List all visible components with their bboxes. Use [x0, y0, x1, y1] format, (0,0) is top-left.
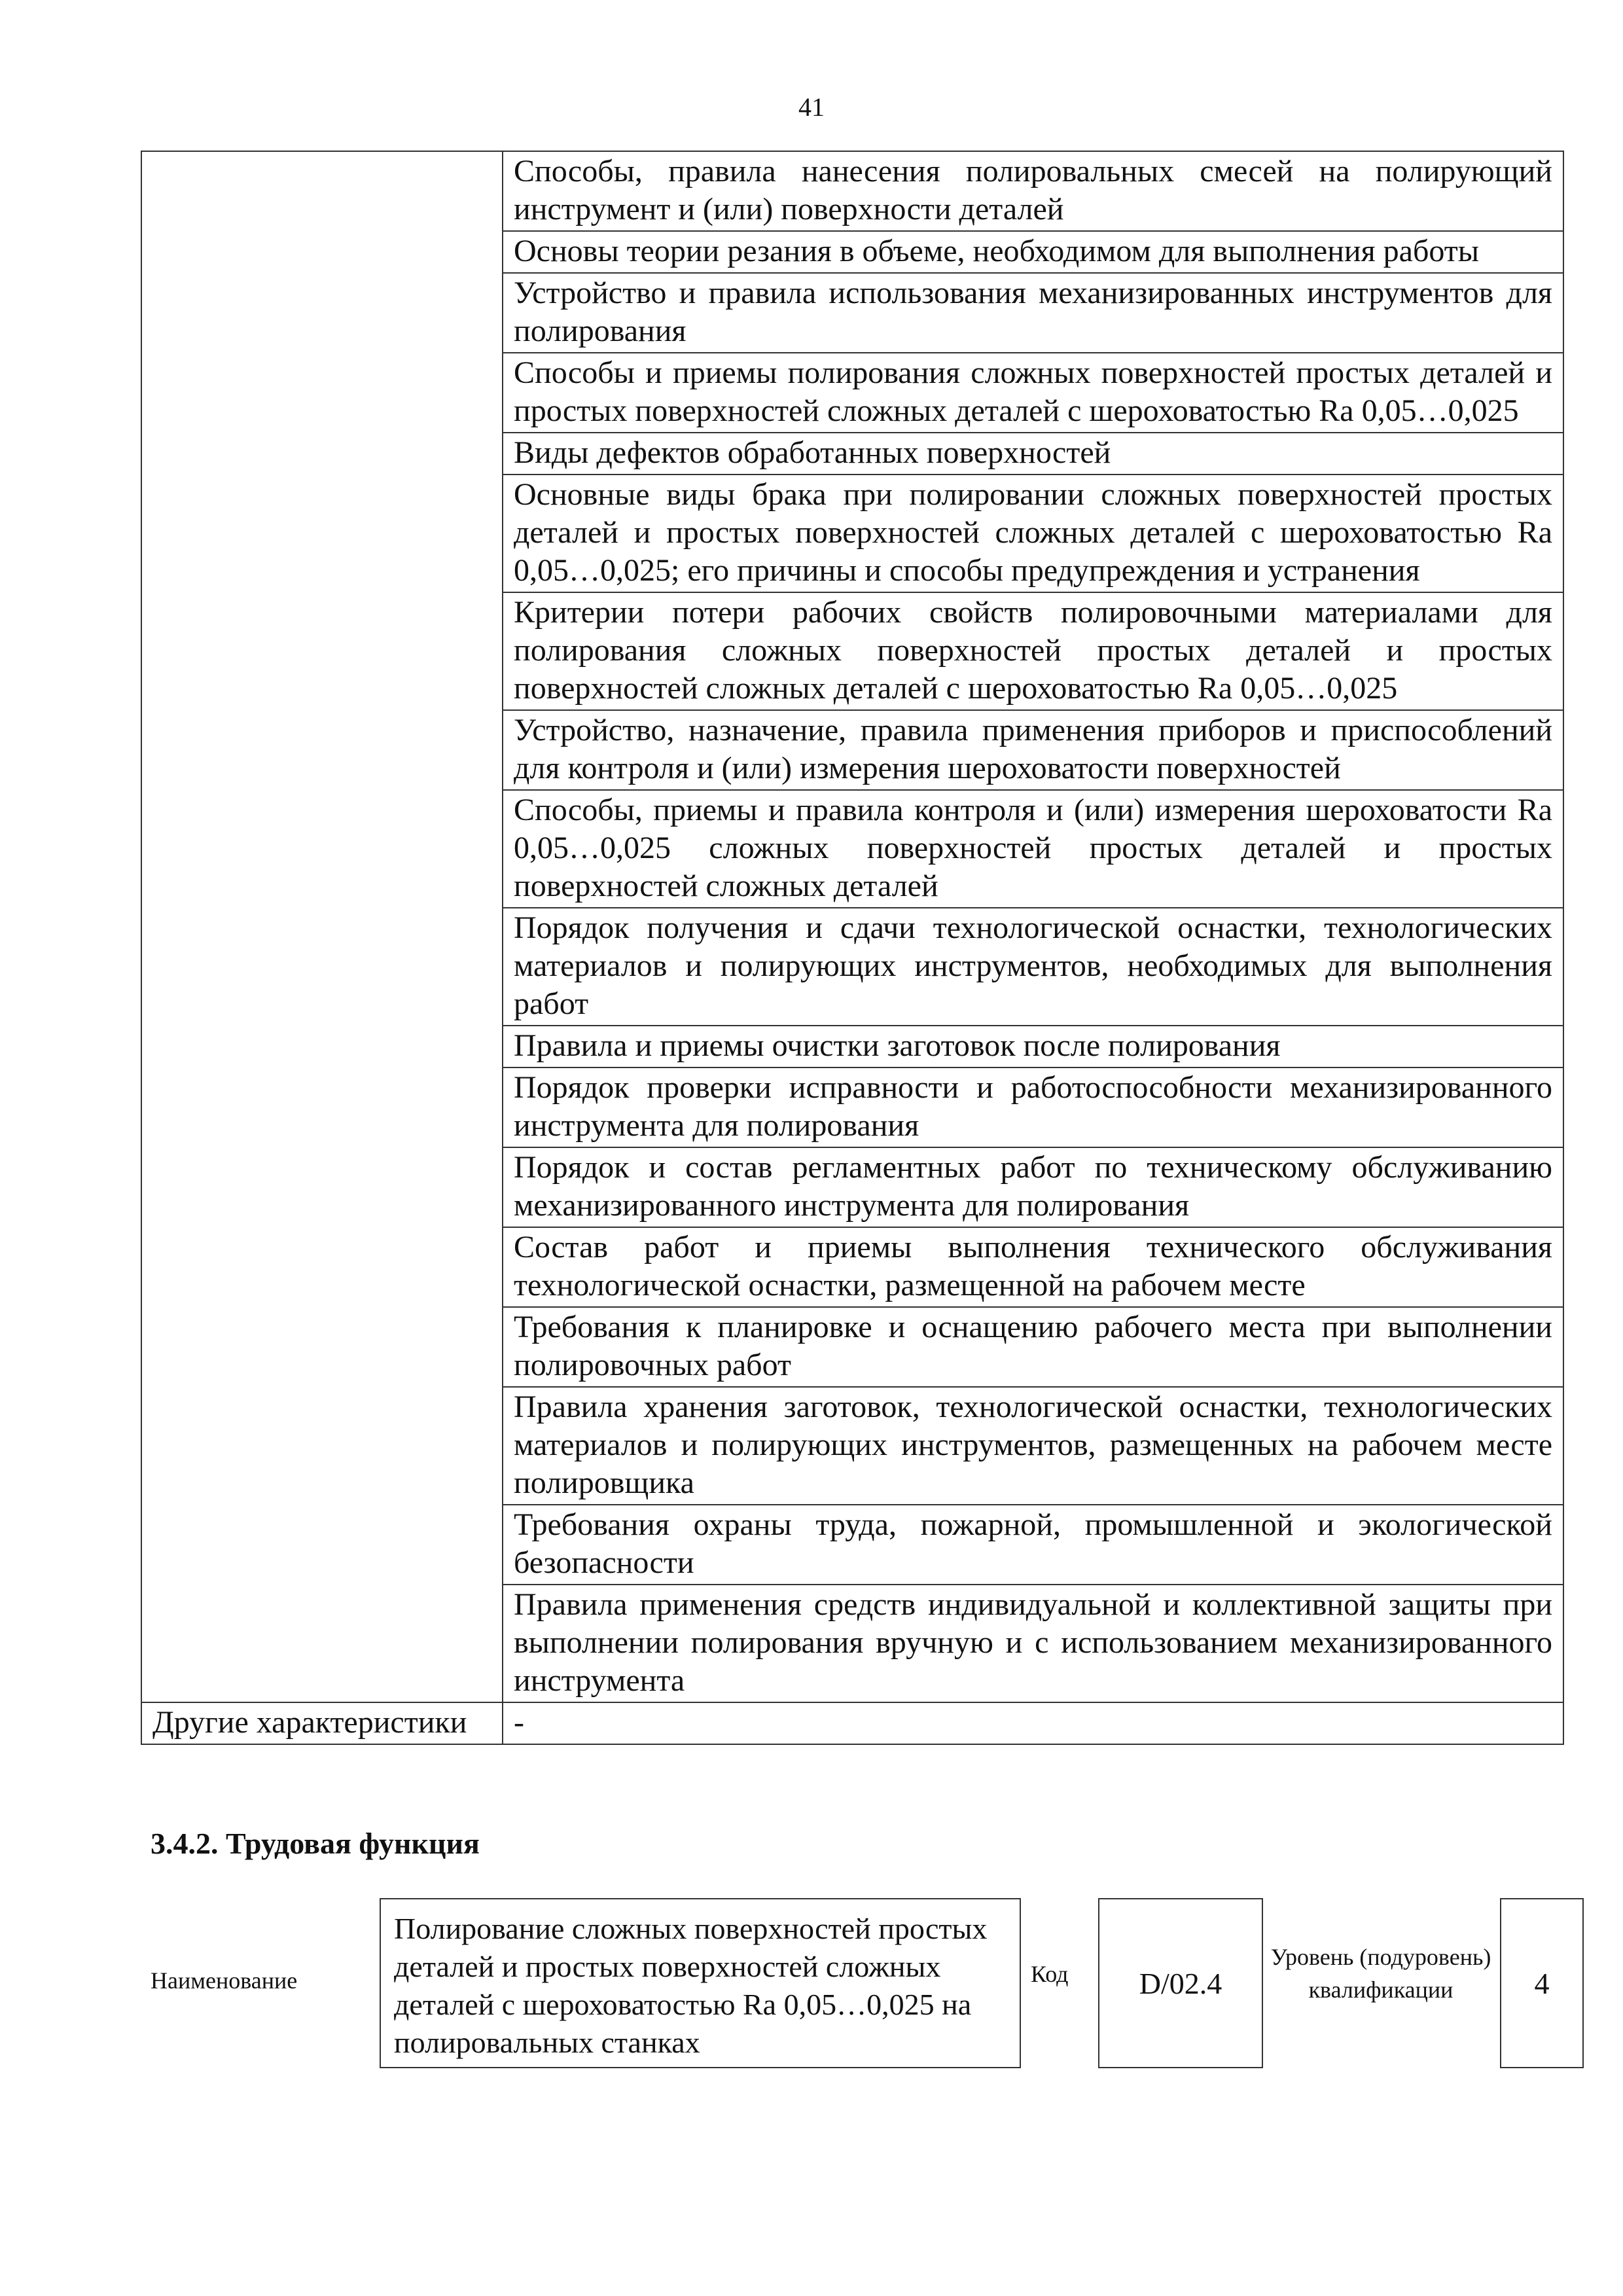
knowledge-item: Способы, приемы и правила контроля и (или) измерения шероховатости Ra 0,05…0,025 сложных поверхностей простых деталей и простых поверхностей сложных деталей: [503, 790, 1563, 908]
knowledge-item: Способы, правила нанесения полировальных смесей на полирующий инструмент и (или) поверхности деталей: [503, 151, 1563, 231]
function-name-box: Полирование сложных поверхностей простых деталей и простых поверхностей сложных деталей с шероховатостью Ra 0,05…0,025 на полировальных станках: [380, 1898, 1021, 2068]
knowledge-item: Порядок получения и сдачи технологической оснастки, технологических материалов и полирующих инструментов, необходимых для выполнения работ: [503, 908, 1563, 1026]
knowledge-item: Критерии потери рабочих свойств полировочными материалами для полирования сложных поверхностей простых деталей и простых поверхностей сложных деталей с шероховатостью Ra 0,05…0,025: [503, 592, 1563, 710]
knowledge-item: Требования охраны труда, пожарной, промышленной и экологической безопасности: [503, 1505, 1563, 1585]
level-box: 4: [1500, 1898, 1584, 2068]
required-knowledge-label-cell: [141, 151, 503, 1702]
knowledge-item: Порядок проверки исправности и работоспособности механизированного инструмента для полирования: [503, 1067, 1563, 1147]
knowledge-item: Способы и приемы полирования сложных поверхностей простых деталей и простых поверхностей сложных деталей с шероховатостью Ra 0,05…0,025: [503, 353, 1563, 433]
name-label: Наименование: [151, 1967, 298, 1994]
knowledge-item: Виды дефектов обработанных поверхностей: [503, 433, 1563, 475]
knowledge-item: Правила применения средств индивидуальной и коллективной защиты при выполнении полирования вручную и с использованием механизированного инструмента: [503, 1585, 1563, 1702]
section-title: 3.4.2. Трудовая функция: [151, 1827, 480, 1860]
knowledge-item: Устройство, назначение, правила применения приборов и приспособлений для контроля и (или) измерения шероховатости поверхностей: [503, 710, 1563, 790]
table-row: [141, 151, 1563, 231]
code-box: D/02.4: [1098, 1898, 1263, 2068]
knowledge-item: Порядок и состав регламентных работ по техническому обслуживанию механизированного инструмента для полирования: [503, 1147, 1563, 1227]
page-number: 41: [798, 92, 825, 122]
knowledge-item: Правила хранения заготовок, технологической оснастки, технологических материалов и полирующих инструментов, размещенных на рабочем месте полировщика: [503, 1387, 1563, 1505]
level-label: Уровень (подуровень) квалификации: [1270, 1944, 1491, 2003]
knowledge-item: Основы теории резания в объеме, необходимом для выполнения работы: [503, 231, 1563, 273]
other-characteristics-label: Другие характеристики: [141, 1702, 503, 1744]
table-row: [141, 1702, 1563, 1744]
knowledge-item: Требования к планировке и оснащению рабочего места при выполнении полировочных работ: [503, 1307, 1563, 1387]
knowledge-item: Устройство и правила использования механизированных инструментов для полирования: [503, 273, 1563, 353]
code-label: Код: [1031, 1961, 1069, 1987]
knowledge-item: Состав работ и приемы выполнения технического обслуживания технологической оснастки, размещенной на рабочем месте: [503, 1227, 1563, 1307]
knowledge-table: [141, 151, 1564, 1745]
other-characteristics-value: -: [503, 1702, 1563, 1744]
knowledge-item: Правила и приемы очистки заготовок после полирования: [503, 1026, 1563, 1067]
knowledge-item: Основные виды брака при полировании сложных поверхностей простых деталей и простых поверхностей сложных деталей с шероховатостью Ra 0,05…0,025; его причины и способы предупреждения и устранения: [503, 475, 1563, 592]
